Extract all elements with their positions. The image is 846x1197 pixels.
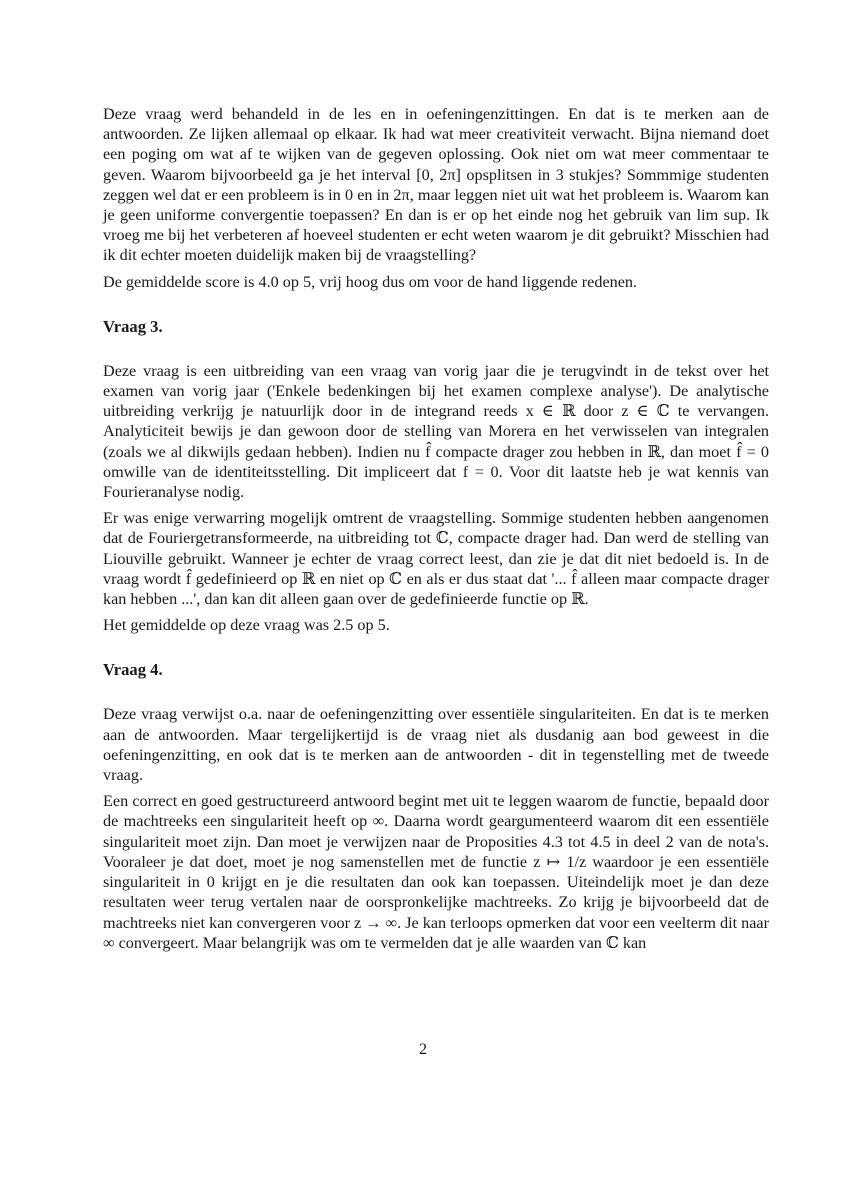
paragraph: Deze vraag werd behandeld in de les en in oefeningenzittingen. En dat is te merken aan de antwoorden. Ze lijken allemaal op elkaar. Ik had wat meer creativiteit verwacht. Bijna niemand doet een poging om wat af te wijken van de gegeven oplossing. Ook niet om wat meer commentaar te geven. Waarom bijvoorbeeld ga je het interval [0, 2π] opsplitsen in 3 stukjes? Sommmige studenten zeggen wel dat er een probleem is in 0 en in 2π, maar leggen niet uit wat het probleem is. Waarom kan je geen uniforme convergentie toepassen? En dan is er op het einde nog het gebruik van lim sup. Ik vroeg me bij het verbeteren af hoeveel studenten er echt weten waarom je dit gebruikt? Misschien had ik dit echter moeten duidelijk maken bij de vraagstelling? (103, 105, 769, 265)
paragraph: Het gemiddelde op deze vraag was 2.5 op 5. (103, 616, 390, 635)
paragraph: Deze vraag is een uitbreiding van een vraag van vorig jaar die je terugvindt in de tekst over het examen van vorig jaar ('Enkele bedenkingen bij het examen complexe analyse'). De analytische uitbreiding verkrijg je natuurlijk door in de integrand reeds x ∈ ℝ door z ∈ ℂ te vervangen. Analyticiteit bewijs je dan gewoon door de stelling van Morera en het verwisselen van integralen (zoals we al dikwijls gedaan hebben). Indien nu f̂ compacte drager zou hebben in ℝ, dan moet f̂ = 0 omwille van de identiteitsstelling. Dit impliceert dat f = 0. Voor dit laatste heb je wat kennis van Fourieranalyse nodig. (103, 361, 769, 502)
page-number: 2 (418, 1040, 428, 1058)
paragraph: Er was enige verwarring mogelijk omtrent de vraagstelling. Sommige studenten hebben aangenomen dat de Fouriergetransformeerde, na uitbreiding tot ℂ, compacte drager had. Dan werd de stelling van Liouville gebruikt. Wanneer je echter de vraag correct leest, dan zie je dat dit niet bedoeld is. In de vraag wordt f̂ gedefinieerd op ℝ en niet op ℂ en als er dus staat dat '... f̂ alleen maar compacte drager kan hebben ...', dan kan dit alleen gaan over de gedefinieerde functie op ℝ. (103, 509, 769, 609)
document-body (103, 104, 769, 959)
section-heading: Vraag 3. (103, 316, 163, 336)
paragraph: Een correct en goed gestructureerd antwoord begint met uit te leggen waarom de functie, bepaald door de machtreeks een singulariteit heeft op ∞. Daarna wordt geargumenteerd waarom dit een essentiële singulariteit moet zijn. Dan moet je verwijzen naar de Proposities 4.3 tot 4.5 in deel 2 van de nota's. Vooraleer je dat doet, moet je nog samenstellen met de functie z ↦ 1/z waardoor je een essentiële singulariteit in 0 krijgt en je die resultaten dan ook kan toepassen. Uiteindelijk moet je dan deze resultaten weer terug vertalen naar de oorspronkelijke machtreeks. Zo krijg je bijvoorbeeld dat de machtreeks niet kan convergeren voor z → ∞. Je kan terloops opmerken dat voor een veelterm dit naar ∞ convergeert. Maar belangrijk was om te vermelden dat je alle waarden van ℂ kan (103, 792, 769, 952)
paragraph: Deze vraag verwijst o.a. naar de oefeningenzitting over essentiële singulariteiten. En dat is te merken aan de antwoorden. Maar tergelijkertijd is de vraag niet als dusdanig aan bod geweest in die oefeningenzitting, en ook dat is te merken aan de antwoorden - dit in tegenstelling met de tweede vraag. (103, 705, 769, 785)
paragraph: De gemiddelde score is 4.0 op 5, vrij hoog dus om voor de hand liggende redenen. (103, 272, 638, 291)
section-heading: Vraag 4. (103, 660, 163, 680)
